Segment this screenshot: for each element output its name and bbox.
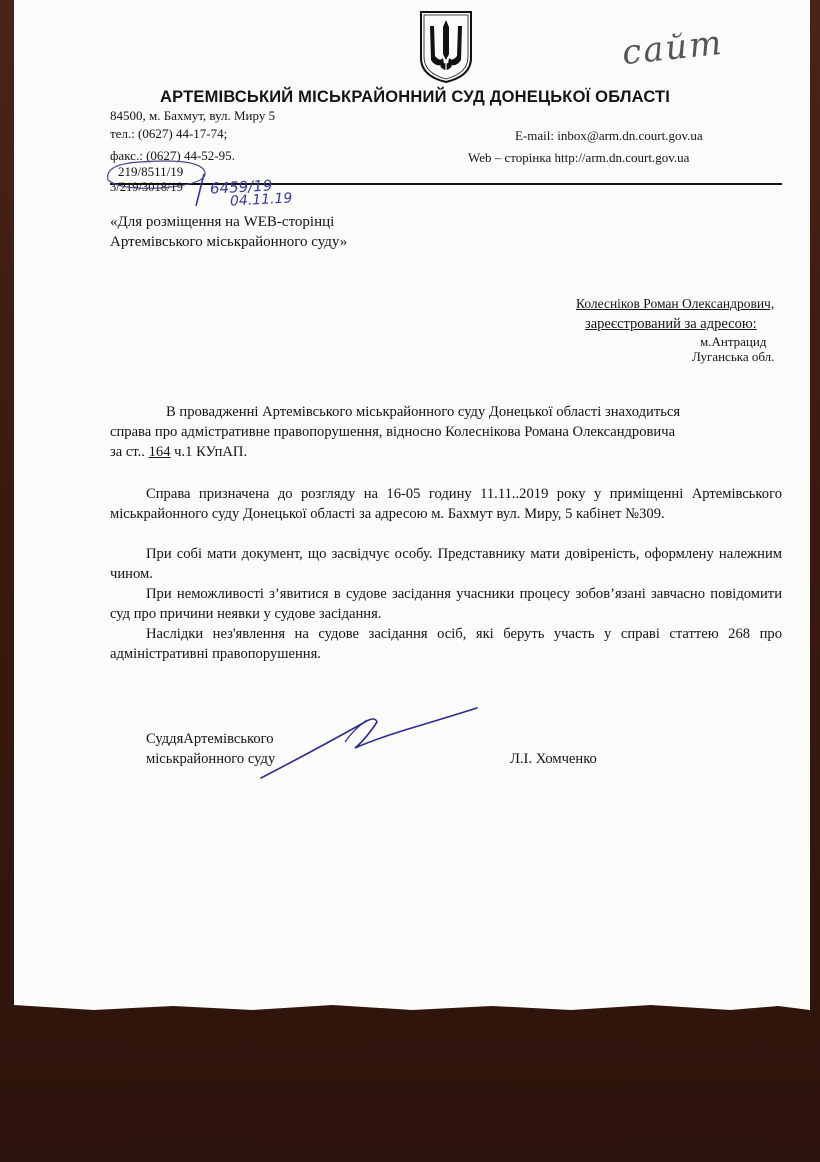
handwritten-slash bbox=[190, 170, 210, 210]
coat-of-arms-icon bbox=[418, 10, 474, 84]
court-fax: факс.: (0627) 44-52-95. bbox=[110, 148, 235, 163]
web-note-line-1: «Для розміщення на WEB-сторінці bbox=[110, 214, 335, 230]
paragraph-absence: При неможливості з’явитися в судове засідання учасники процесу зобов’язані завчасно повідомити суд про причини неявки у судове засідання. bbox=[110, 586, 782, 622]
paragraph-1-line-1: В провадженні Артемівського міськрайонного суду Донецької області знаходиться bbox=[166, 404, 681, 420]
addressee-region: Луганська обл. bbox=[692, 349, 775, 364]
handwritten-registration-number: 6459/19 bbox=[209, 176, 273, 198]
article-suffix: ч.1 КУпАП. bbox=[170, 444, 248, 460]
handwritten-signature bbox=[255, 700, 485, 790]
paragraph-1-line-2: справа про адмістративне правопорушення, відносно Колеснікова Романа Олександровича bbox=[110, 424, 676, 440]
paragraph-consequences: Наслідки нез'явлення на судове засідання осіб, які беруть участь у справі статтею 268 про адміністративні правопорушення. bbox=[110, 626, 782, 662]
addressee-registered-label: зареєстрований за адресою: bbox=[585, 316, 757, 332]
handwritten-registration-date: 04.11.19 bbox=[229, 190, 293, 210]
handwritten-corner-note: сайт bbox=[620, 22, 726, 74]
judge-name: Л.І. Хомченко bbox=[510, 751, 597, 767]
court-phone: тел.: (0627) 44-17-74; bbox=[110, 126, 228, 141]
paragraph-hearing-schedule: Справа призначена до розгляду на 16-05 годину 11.11..2019 року у приміщенні Артемівського міськрайонного суду Донецької області за адресою м. Бахмут вул. Миру, 5 кабінет №309. bbox=[110, 486, 782, 522]
web-note-line-2: Артемівського міськрайонного суду» bbox=[110, 234, 348, 250]
paragraph-1-line-3 bbox=[110, 444, 247, 461]
paragraph-documents: При собі мати документ, що засвідчує особу. Представнику мати довіреність, оформлену належним чином. bbox=[110, 546, 782, 582]
addressee-name: Колесніков Роман Олександрович, bbox=[576, 296, 775, 311]
article-number: 164 bbox=[148, 444, 171, 460]
article-prefix: за ст.. bbox=[110, 444, 145, 460]
reference-number-1: 219/8511/19 bbox=[118, 164, 184, 179]
addressee-city: м.Антрацид bbox=[700, 334, 767, 349]
court-email[interactable]: E-mail: inbox@arm.dn.court.gov.ua bbox=[515, 128, 703, 143]
signature-title-line-1: СуддяАртемівського bbox=[146, 731, 274, 747]
court-address: 84500, м. Бахмут, вул. Миру 5 bbox=[110, 108, 276, 123]
court-name: АРТЕМІВСЬКИЙ МІСЬКРАЙОННИЙ СУД ДОНЕЦЬКОЇ ОБЛАСТІ bbox=[160, 88, 671, 106]
court-website[interactable]: Web – сторінка http://arm.dn.court.gov.ua bbox=[468, 150, 690, 165]
reference-number-2: 3/219/3018/19 bbox=[110, 180, 183, 194]
signature-title-line-2: міськрайонного суду bbox=[146, 751, 276, 767]
